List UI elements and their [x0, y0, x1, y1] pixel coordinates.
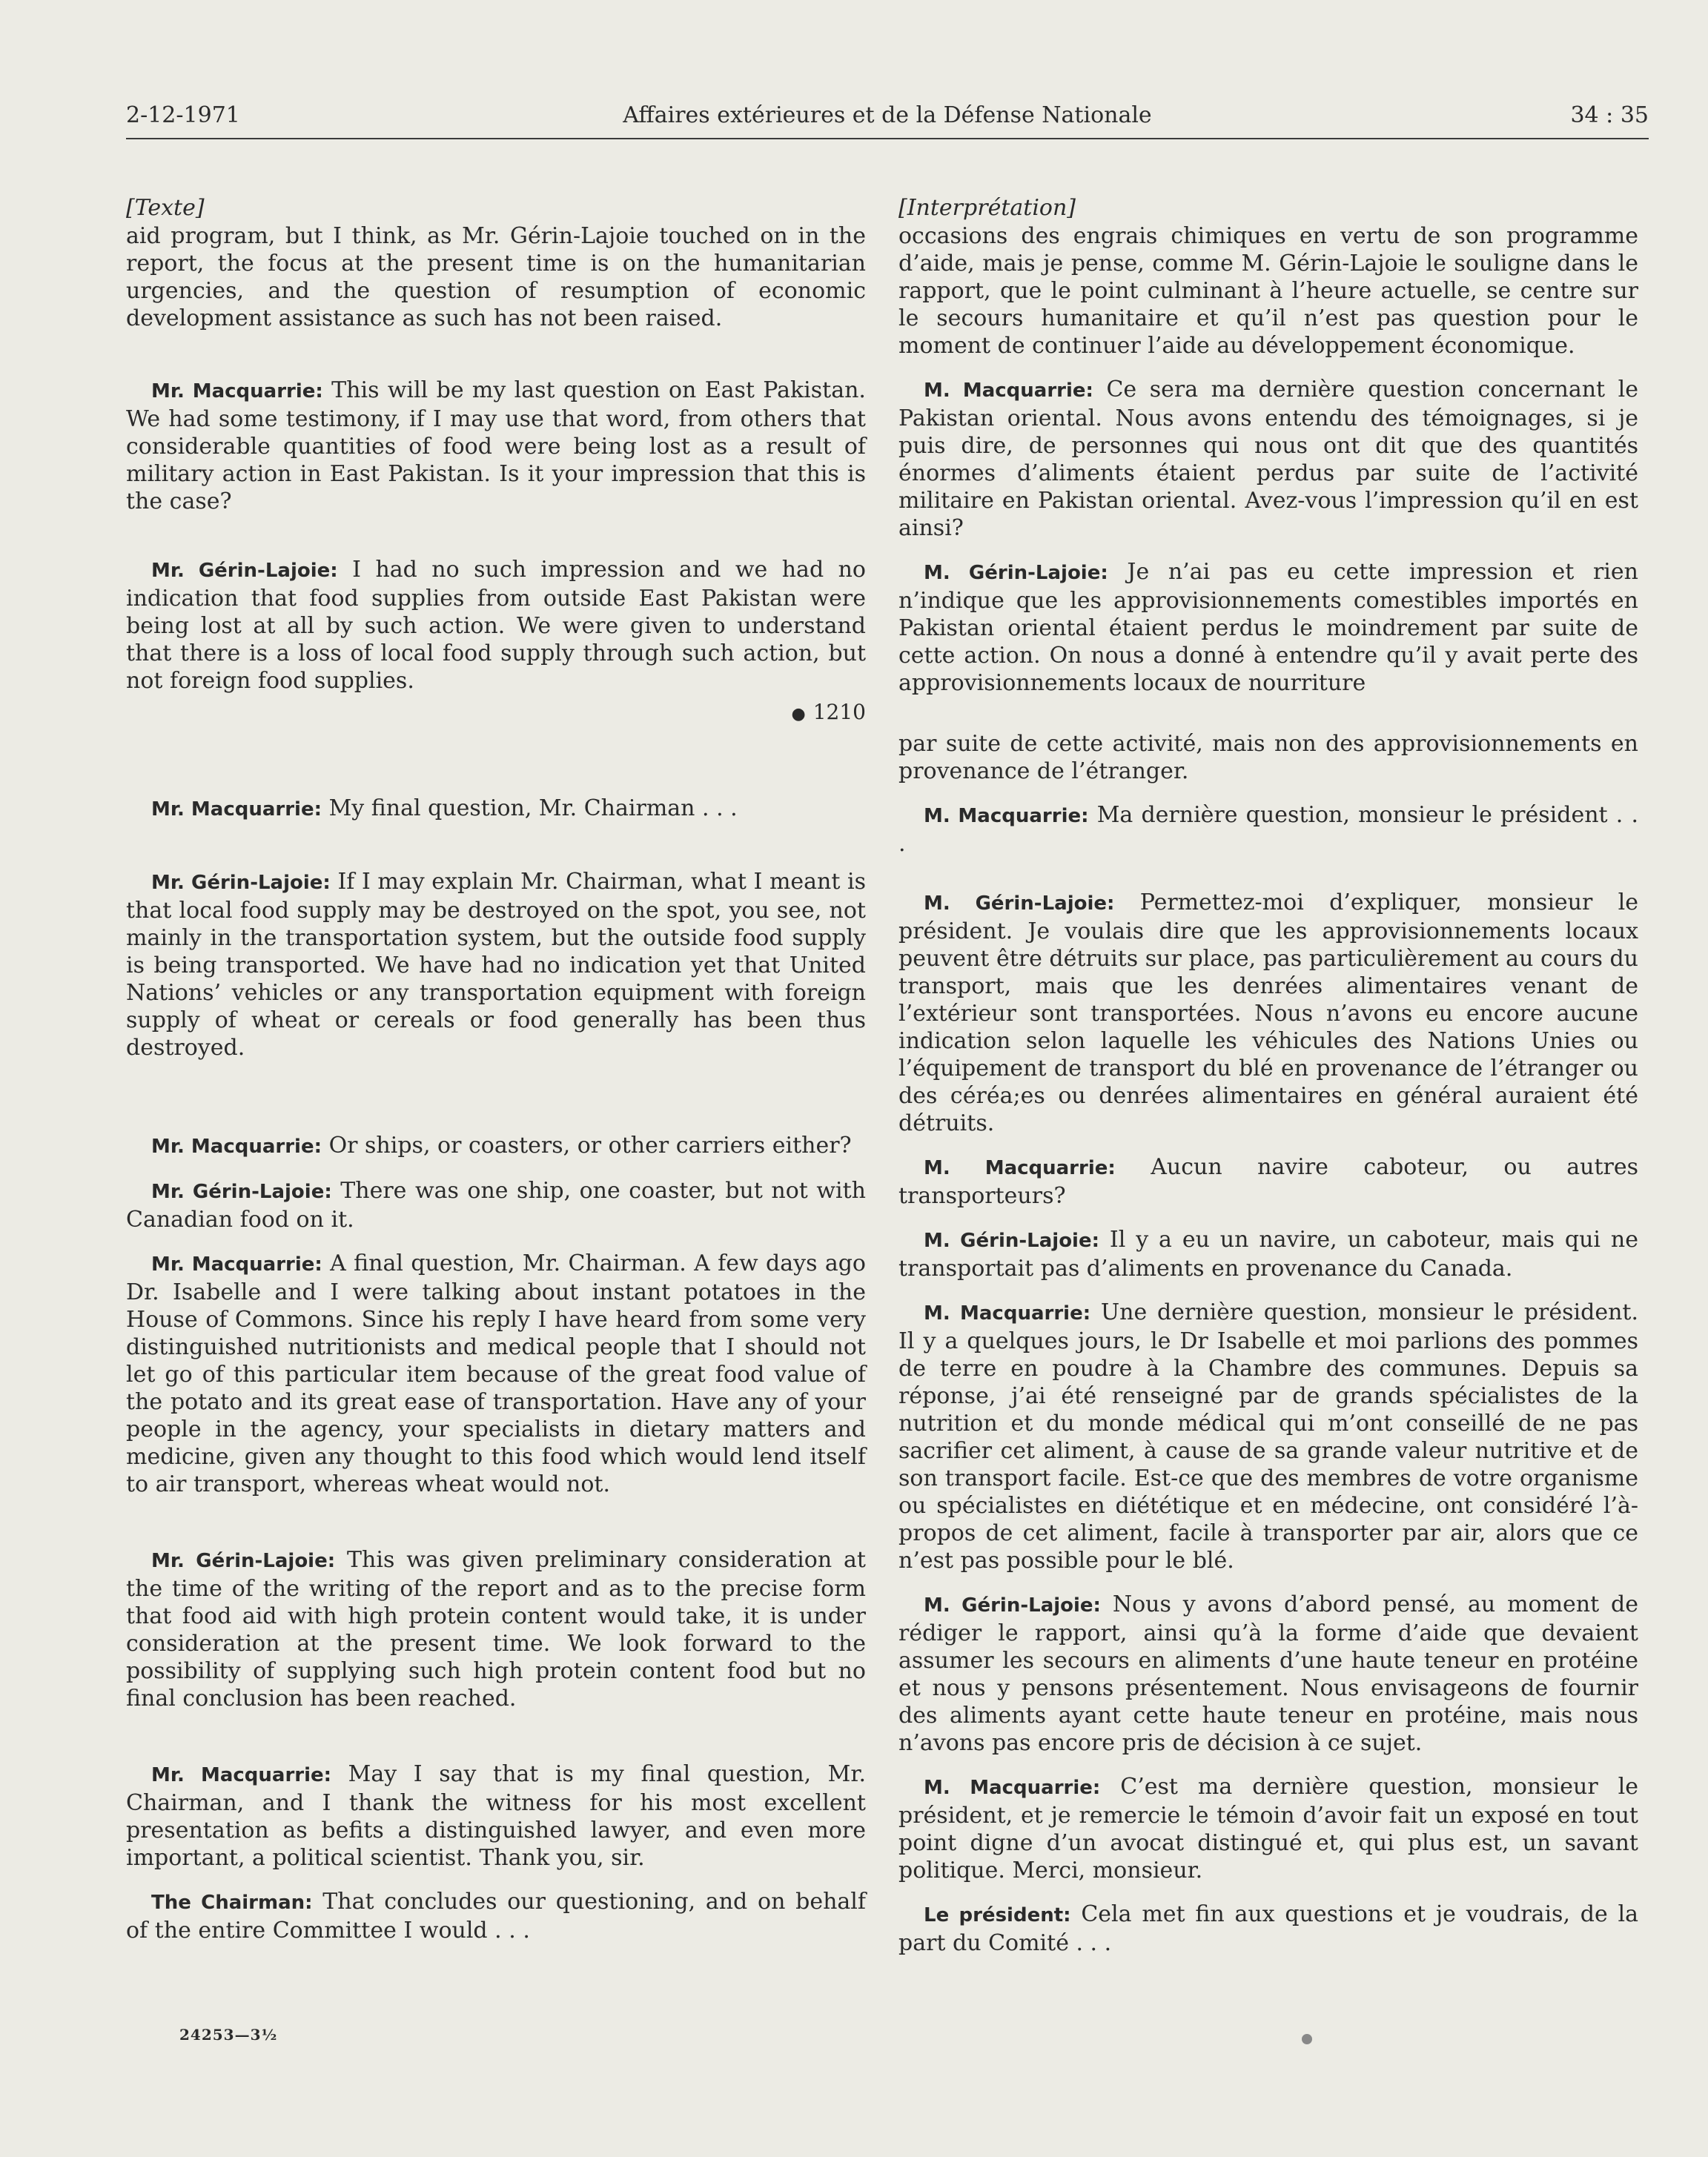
speech-paragraph — [898, 889, 1638, 1137]
speech-text: This will be my last question on East Pakistan. We had some testimony, if I may use that word, from others that considerable quantities of food were being lost as a result of military action in East Pakistan. Is it your impression that this is the case? — [126, 377, 866, 514]
speech-text: Je n’ai pas eu cette impression et rien n’indique que les approvisionnements comestibles importés en Pakistan oriental étaient perdus le moindrement par suite de cette action. On nous a donné à entendre qu’il y avait perte des approvisionnements locaux de nourriture — [898, 559, 1638, 696]
text-label: [Texte] — [126, 195, 205, 221]
speech-paragraph — [126, 1132, 866, 1161]
speech-text: Ce sera ma dernière question concernant le Pakistan oriental. Nous avons entendu des témoignages, si je puis dire, de personnes qui nous ont dit que des quantités énormes d’aliments étaient perdus par suite de l’activité militaire en Pakistan oriental. Avez-vous l’impression qu’il en est ainsi? — [898, 377, 1638, 541]
speech-paragraph — [126, 1250, 866, 1498]
speech-paragraph — [126, 1177, 866, 1233]
speaker-name: M. Macquarrie: — [924, 805, 1089, 827]
speech-paragraph — [898, 558, 1638, 697]
speech-paragraph — [898, 1226, 1638, 1282]
speech-text: This was given preliminary consideration at the time of the writing of the report and as to the precise form that food aid with high protein content would take, it is under consideration at the present time. We look forward to the possibility of supplying such high protein content food but no final conclusion has been reached. — [126, 1547, 866, 1712]
speaker-name: M. Macquarrie: — [924, 1157, 1116, 1179]
speech-text: There was one ship, one coaster, but not with Canadian food on it. — [126, 1178, 866, 1233]
speaker-name: M. Gérin-Lajoie: — [924, 1594, 1101, 1617]
speaker-name: Mr. Macquarrie: — [151, 1764, 332, 1786]
speech-text: Permettez-moi d’expliquer, monsieur le président. Je voulais dire que les approvisionnements locaux peuvent être détruits sur place, pas particulièrement au cours du transport, mais que les denrées alimentaires venant de l’extérieur sont transportées. Nous n’avons eu encore aucune indication selon laquelle les véhicules des Nations Unies ou l’équipement de transport du blé en provenance de l’étranger ou des céréa;es ou denrées alimentaires en général auraient été détruits. — [898, 889, 1638, 1136]
speech-text: Aucun navire caboteur, ou autres transporteurs? — [898, 1154, 1638, 1209]
speech-text: Ma dernière question, monsieur le président . . . — [898, 802, 1638, 857]
speech-text: May I say that is my final question, Mr. Chairman, and I thank the witness for his most excellent presentation as befits a distinguished lawyer, and even more important, a political scientist. Thank you, sir. — [126, 1761, 866, 1871]
speech-text: Nous y avons d’abord pensé, au moment de rédiger le rapport, ainsi qu’à la forme d’aide que devaient assumer les secours en aliments d’une haute teneur en protéine et nous y pensons présentement. Nous envisageons de fournir des aliments ayant cette haute teneur en protéine, mais nous n’avons pas encore pris de décision à ce sujet. — [898, 1591, 1638, 1756]
english-column — [126, 194, 866, 1944]
speaker-name: M. Macquarrie: — [924, 1302, 1091, 1325]
speaker-name: Mr. Gérin-Lajoie: — [151, 1550, 336, 1572]
paragraph: aid program, but I think, as Mr. Gérin-Lajoie touched on in the report, the focus at the present time is on the humanitarian urgencies, and the question of resumption of economic development assistance as such has not been raised. — [126, 223, 866, 331]
speaker-name: Mr. Macquarrie: — [151, 1253, 322, 1276]
paragraph: occasions des engrais chimiques en vertu de son programme d’aide, mais je pense, comme M. Gérin-Lajoie le souligne dans le rapport, que le point culminant à l’heure actuelle, se centre sur le secours humanitaire et qu’il n’est pas question pour le moment de continuer l’aide au développement économique. — [898, 223, 1638, 359]
speech-paragraph — [898, 801, 1638, 858]
speaker-name: Mr. Macquarrie: — [151, 380, 323, 402]
speaker-name: M. Gérin-Lajoie: — [924, 1230, 1099, 1252]
speech-paragraph — [126, 868, 866, 1061]
speaker-name: Le président: — [924, 1904, 1071, 1926]
time-marker — [126, 699, 866, 728]
speech-paragraph — [898, 1153, 1638, 1210]
speaker-name: M. Macquarrie: — [924, 380, 1093, 402]
paragraph-continuation: par suite de cette activité, mais non des approvisionnements en provenance de l’étranger. — [898, 731, 1638, 784]
speaker-name: Mr. Gérin-Lajoie: — [151, 1181, 332, 1203]
interpretation-label: [Interprétation] — [898, 195, 1076, 221]
speech-paragraph — [898, 376, 1638, 542]
speech-text: My final question, Mr. Chairman . . . — [328, 795, 738, 821]
speaker-name: Mr. Gérin-Lajoie: — [151, 872, 331, 894]
speech-paragraph — [126, 377, 866, 515]
speech-paragraph — [898, 1901, 1638, 1957]
speech-paragraph — [126, 1546, 866, 1712]
printer-code: 24253—3½ — [179, 2026, 278, 2044]
dot-mark — [1302, 2034, 1312, 2044]
speaker-name: M. Gérin-Lajoie: — [924, 562, 1108, 584]
speech-text: That concludes our questioning, and on behalf of the entire Committee I would . . . — [126, 1889, 866, 1944]
speech-paragraph — [126, 1888, 866, 1944]
speaker-name: Mr. Gérin-Lajoie: — [151, 560, 338, 582]
header-page-number: 34 : 35 — [1570, 102, 1649, 128]
header-date: 2-12-1971 — [126, 102, 240, 128]
speech-text: Une dernière question, monsieur le président. Il y a quelques jours, le Dr Isabelle et moi parlions des pommes de terre en poudre à la Chambre des communes. Depuis sa réponse, j’ai été renseigné par de grands spécialistes de la nutrition et du monde médical qui m’ont conseillé de ne pas sacrifier cet aliment, à cause de sa grande valeur nutritive et de son transport facile. Est-ce que des membres de votre organisme ou spécialistes en diététique et en médecine, ont considéré l’à-propos de cet aliment, facile à transporter par air, alors que ce n’est pas possible pour le blé. — [898, 1299, 1639, 1574]
running-header — [126, 102, 1649, 139]
time-marker-value: 1210 — [812, 700, 866, 724]
speech-text: Or ships, or coasters, or other carriers either? — [328, 1133, 852, 1159]
speaker-name: Mr. Macquarrie: — [151, 798, 322, 821]
speech-text: Cela met fin aux questions et je voudrais, de la part du Comité . . . — [898, 1901, 1638, 1956]
header-title: Affaires extérieures et de la Défense Nationale — [623, 102, 1152, 128]
speech-text: Il y a eu un navire, un caboteur, mais qui ne transportait pas d’aliments en provenance du Canada. — [898, 1227, 1638, 1282]
speech-paragraph — [898, 1591, 1638, 1757]
speech-text: I had no such impression and we had no indication that food supplies from outside East Pakistan were being lost at all by such action. We were given to understand that there is a loss of local food supply through such action, but not foreign food supplies. — [126, 557, 866, 694]
speaker-name: M. Gérin-Lajoie: — [924, 892, 1115, 915]
speech-text: A final question, Mr. Chairman. A few days ago Dr. Isabelle and I were talking about instant potatoes in the House of Commons. Since his reply I have heard from some very distinguished nutritionists and medical people that I should not let go of this particular item because of the great food value of the potato and its great ease of transportation. Have any of your people in the agency, your specialists in dietary matters and medicine, given any thought to this food which would lend itself to air transport, whereas wheat would not. — [126, 1250, 866, 1497]
speech-paragraph — [126, 556, 866, 695]
speaker-name: The Chairman: — [151, 1892, 313, 1914]
speech-paragraph — [898, 1299, 1638, 1574]
speech-text: C’est ma dernière question, monsieur le président, et je remercie le témoin d’avoir fait un exposé en tout point digne d’un avocat distingué et, qui plus est, un savant politique. Merci, monsieur. — [898, 1774, 1638, 1883]
speech-paragraph — [126, 1760, 866, 1872]
speaker-name: M. Macquarrie: — [924, 1777, 1101, 1799]
bullet-icon: ● — [791, 705, 806, 723]
speaker-name: Mr. Macquarrie: — [151, 1136, 322, 1158]
speech-paragraph — [126, 795, 866, 824]
speech-text: If I may explain Mr. Chairman, what I meant is that local food supply may be destroyed on the spot, you see, not mainly in the transportation system, but the outside food supply is being transported. We have had no indication yet that United Nations’ vehicles or any transportation equipment with foreign supply of wheat or cereals or food generally has been thus destroyed. — [126, 869, 866, 1061]
french-column — [898, 194, 1638, 1957]
speech-paragraph — [898, 1773, 1638, 1884]
